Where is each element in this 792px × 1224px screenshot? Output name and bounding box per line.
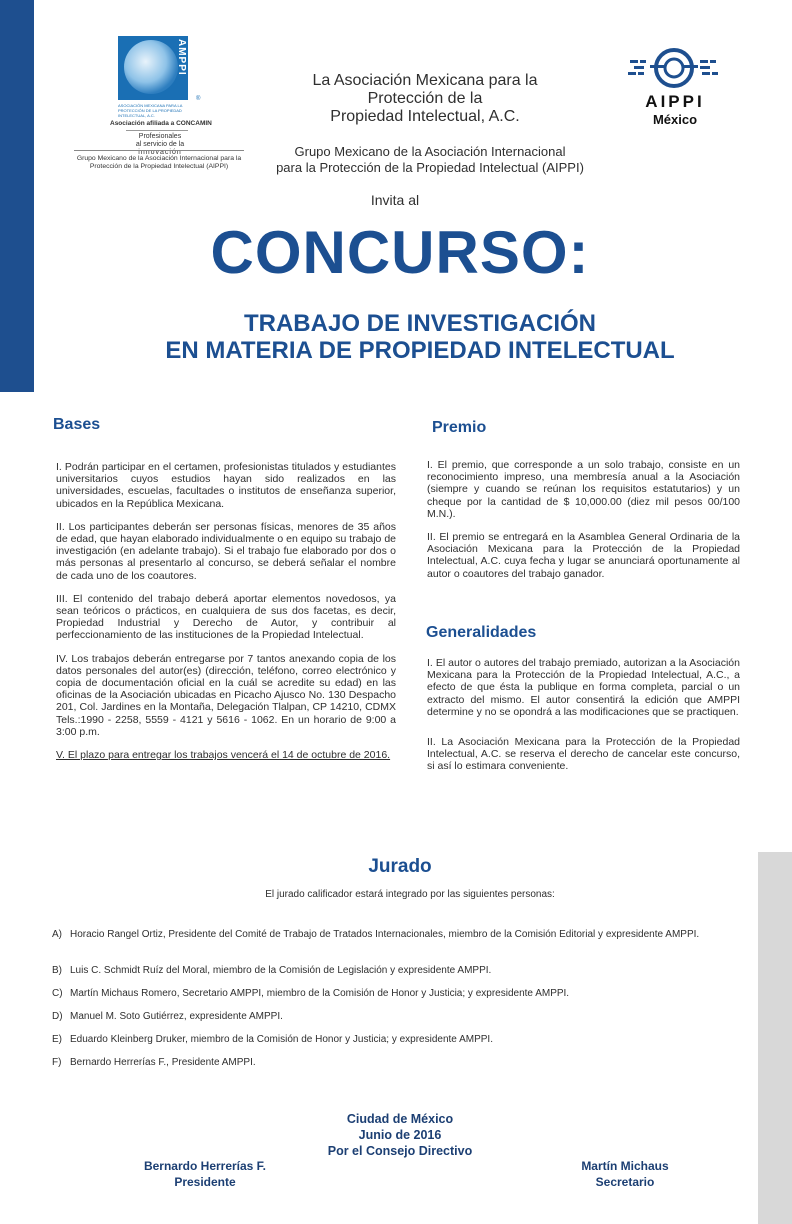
jurado-member-text: Eduardo Kleinberg Druker, miembro de la Comisión de Honor y Justicia; y expresidente AMPPI. bbox=[70, 1034, 493, 1045]
amppi-small-text: ASOCIACIÓN MEXICANA PARA LA PROTECCIÓN DE LA PROPIEDAD INTELECTUAL, A.C. bbox=[118, 103, 183, 118]
header-line-4: Grupo Mexicano de la Asociación Internacional bbox=[294, 144, 566, 159]
jurado-member-text: Manuel M. Soto Gutiérrez, expresidente AMPPI. bbox=[70, 1011, 283, 1022]
globe-icon bbox=[124, 40, 178, 94]
tagline-line-3: innovación bbox=[138, 149, 182, 156]
amppi-afiliada: Asociación afiliada a CONCAMIN bbox=[110, 120, 212, 127]
signature-left-name: Bernardo Herrerías F. bbox=[143, 1159, 267, 1173]
aippi-logo-icon bbox=[626, 46, 722, 90]
right-accent-bar bbox=[758, 852, 792, 1224]
registered-mark: ® bbox=[196, 96, 201, 102]
closing-date: Junio de 2016 bbox=[358, 1128, 442, 1142]
jurado-member bbox=[52, 929, 742, 941]
jurado-member-text: Bernardo Herrerías F., Presidente AMPPI. bbox=[70, 1057, 256, 1068]
invita-text: Invita al bbox=[370, 192, 420, 208]
section-title-generalidades: Generalidades bbox=[426, 624, 537, 641]
closing-block bbox=[300, 1111, 500, 1159]
premio-item: I. El premio, que corresponde a un solo trabajo, consiste en un reconocimiento impreso, una membresía anual a la Asociación (siempre y cuando se reúnan los requisitos estatutarios) y un cheque por la cantidad de $ 10,000.00 (diez mil pesos 00/100 M.N.). bbox=[427, 459, 740, 520]
generalidades-item: I. El autor o autores del trabajo premiado, autorizan a la Asociación Mexicana para la Protección de la Propiedad Intelectual, A.C., a efecto de que ésta la publique en forma completa, parcial o un extracto del mismo. El autor consentirá la edición que AMPPI determine y no se opondrá a las modificaciones que se practiquen. bbox=[427, 657, 740, 718]
aippi-logo bbox=[620, 46, 730, 127]
premio-item: II. El premio se entregará en la Asamblea General Ordinaria de la Asociación Mexicana para la Protección de la Propiedad Intelectual, A.C. cuya fecha y lugar se anunciará oportunamente al autor o coautores del trabajo ganador. bbox=[427, 531, 740, 580]
premio-list bbox=[427, 459, 740, 591]
section-title-premio: Premio bbox=[432, 419, 487, 436]
section-title-bases: Bases bbox=[53, 416, 101, 433]
header-line-3: Propiedad Intelectual, A.C. bbox=[330, 108, 520, 125]
signature-right-name: Martín Michaus bbox=[581, 1159, 669, 1173]
subtitle-line-1: TRABAJO DE INVESTIGACIÓN bbox=[243, 310, 597, 337]
signature-left-role: Presidente bbox=[174, 1175, 236, 1189]
jurado-member bbox=[52, 988, 742, 1000]
aippi-country: México bbox=[652, 112, 698, 127]
jurado-letter: D) bbox=[52, 1011, 63, 1022]
jurado-letter: B) bbox=[52, 965, 62, 976]
tagline-line-1: Profesionales bbox=[138, 133, 182, 140]
jurado-intro: El jurado calificador estará integrado por las siguientes personas: bbox=[265, 889, 555, 900]
header-line-2: Protección de la bbox=[367, 90, 483, 107]
signature-left bbox=[120, 1158, 290, 1190]
header-line-1: La Asociación Mexicana para la bbox=[312, 72, 538, 89]
amppi-vertical-text: AMPPI bbox=[176, 39, 187, 76]
page-subtitle bbox=[90, 310, 750, 364]
subtitle-line-2: EN MATERIA DE PROPIEDAD INTELECTUAL bbox=[165, 337, 675, 364]
bases-item-deadline: V. El plazo para entregar los trabajos vencerá el 14 de octubre de 2016. bbox=[56, 749, 391, 762]
bases-list bbox=[56, 461, 396, 772]
jurado-member-text: Horacio Rangel Ortiz, Presidente del Comité de Trabajo de Tratados Internacionales, miembro de la Comisión Editorial y expresidente AMPPI. bbox=[70, 929, 700, 940]
tagline-line-2: al servicio de la bbox=[135, 141, 185, 148]
aippi-name: AIPPI bbox=[645, 92, 705, 111]
jurado-letter: A) bbox=[52, 929, 62, 940]
jurado-member-text: Martín Michaus Romero, Secretario AMPPI, miembro de la Comisión de Honor y Justicia; y expresidente AMPPI. bbox=[70, 988, 570, 999]
amppi-logo bbox=[110, 36, 220, 157]
left-accent-bar bbox=[0, 0, 34, 392]
jurado-member-text: Luis C. Schmidt Ruíz del Moral, miembro de la Comisión de Legislación y expresidente AMPPI. bbox=[70, 965, 492, 976]
amppi-divider bbox=[126, 130, 188, 131]
jurado-letter: C) bbox=[52, 988, 63, 999]
jurado-letter: E) bbox=[52, 1034, 62, 1045]
jurado-member bbox=[52, 1057, 742, 1069]
bases-item: IV. Los trabajos deberán entregarse por 7 tantos anexando copia de los datos personales del autor(es) (dirección, teléfono, correo electrónico y copia de documentación oficial en la cuál se acredite su edad) en las oficinas de la Asociación ubicadas en Picacho Ajusco No. 130 Despacho 201, Col. Jardines en la Montaña, Delegación Tlalpan, CP 14210, CDMX Tels.:1990 - 2258, 5559 - 4121 y 5616 - 1062. En un horario de 9:00 a 3:00 p.m. bbox=[56, 652, 396, 738]
amppi-group-note: Grupo Mexicano de la Asociación Internacional para la Protección de la Propiedad Intelectual (AIPPI) bbox=[74, 150, 244, 171]
signature-right-role: Secretario bbox=[595, 1175, 655, 1189]
jurado-member bbox=[52, 1011, 742, 1023]
generalidades-list bbox=[427, 657, 740, 784]
closing-city: Ciudad de México bbox=[346, 1112, 454, 1126]
section-title-jurado: Jurado bbox=[368, 856, 432, 877]
signature-right bbox=[555, 1158, 695, 1190]
jurado-member bbox=[52, 1034, 742, 1046]
jurado-letter: F) bbox=[52, 1057, 62, 1068]
amppi-logo-mark bbox=[118, 36, 201, 102]
bases-item: I. Podrán participar en el certamen, profesionistas titulados y estudiantes universitarios cuyos estudios hayan sido realizados en las universidades, escuelas, facultades o institutos de enseñanza superior, ubicados en la República Mexicana. bbox=[56, 461, 396, 510]
generalidades-item: II. La Asociación Mexicana para la Protección de la Propiedad Intelectual, A.C. se reserva el derecho de cancelar este concurso, si así lo estimara conveniente. bbox=[427, 736, 740, 773]
header-line-5: para la Protección de la Propiedad Intelectual (AIPPI) bbox=[276, 160, 584, 175]
page-title: CONCURSO: bbox=[210, 219, 590, 286]
jurado-member bbox=[52, 965, 742, 977]
closing-by: Por el Consejo Directivo bbox=[327, 1144, 473, 1158]
bases-item: II. Los participantes deberán ser personas físicas, menores de 35 años de edad, que hayan elaborado individualmente o en equipo su trabajo de investigación (en adelante trabajo). Si el trabajo fue elaborado por dos o más personas al presentarlo al concurso, se deberá señalar el nombre de cada uno de los coautores. bbox=[56, 520, 396, 582]
bases-item: III. El contenido del trabajo deberá aportar elementos novedosos, ya sean teóricos o prácticos, en cualquiera de sus dos facetas, es decir, Propiedad Industrial y Derecho de Autor, y contribuir al perfeccionamiento de las instituciones de la Propiedad Intelectual. bbox=[56, 592, 396, 642]
